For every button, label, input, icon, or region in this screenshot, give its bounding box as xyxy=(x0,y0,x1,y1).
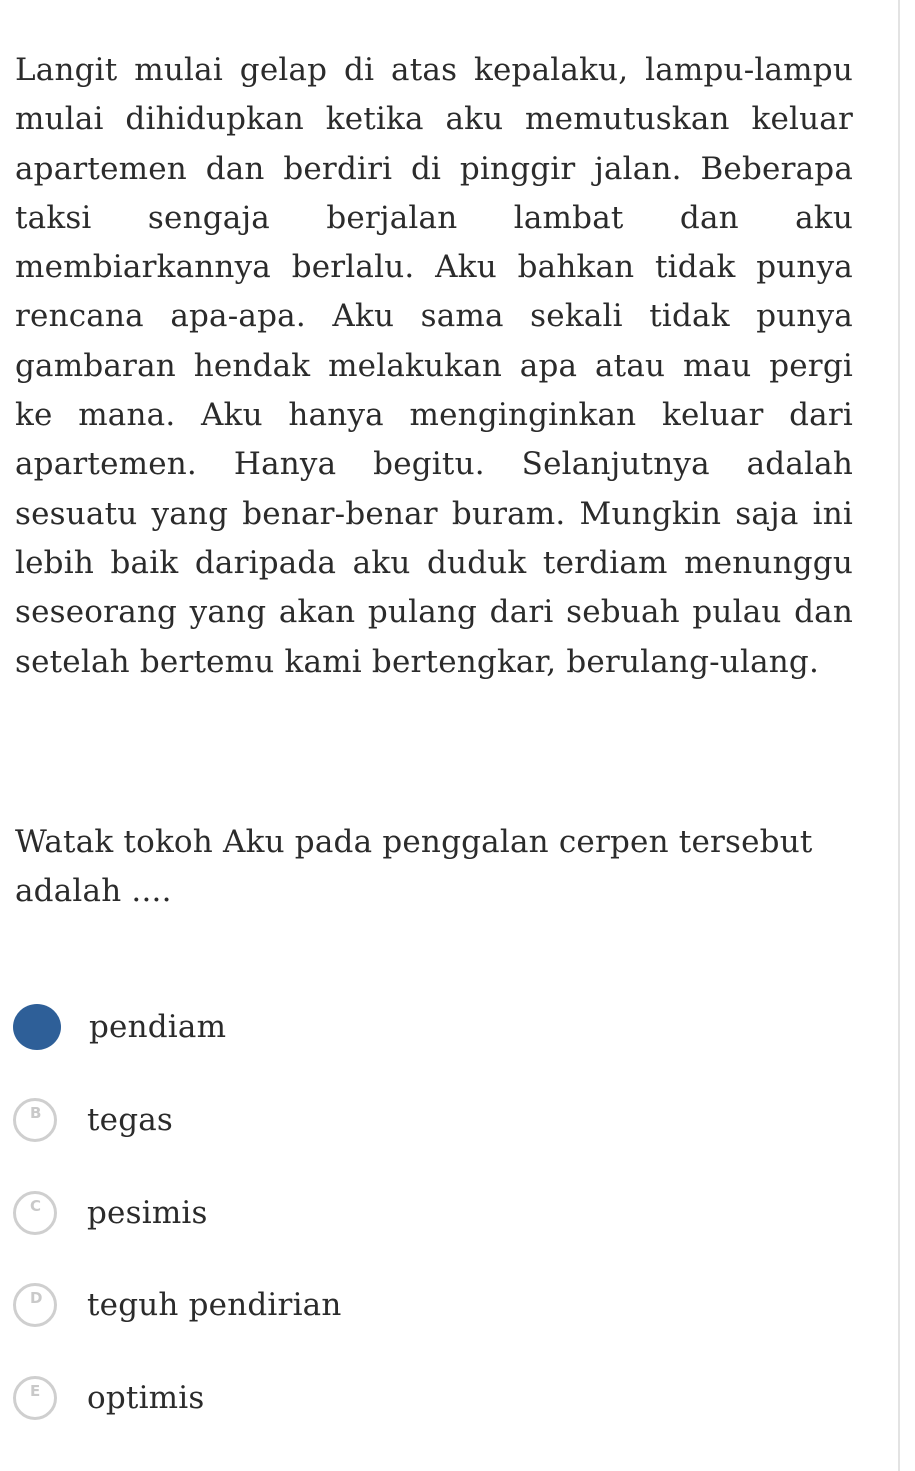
option-b-label: tegas xyxy=(87,1102,174,1138)
option-e-letter: E xyxy=(30,1382,41,1400)
option-e-label: optimis xyxy=(87,1380,205,1416)
option-e[interactable] xyxy=(13,1370,613,1426)
option-a-label: pendiam xyxy=(89,1009,227,1045)
option-c[interactable] xyxy=(13,1185,613,1241)
option-e-radio[interactable] xyxy=(13,1376,57,1420)
option-c-radio[interactable] xyxy=(13,1191,57,1235)
option-b-letter: B xyxy=(30,1104,42,1122)
option-a[interactable] xyxy=(13,999,613,1055)
page-edge-divider xyxy=(898,0,900,1471)
story-passage: Langit mulai gelap di atas kepalaku, lampu-lampu mulai dihidupkan ketika aku memutuskan keluar apartemen dan berdiri di pinggir jalan. Beberapa taksi sengaja berjalan lambat dan aku membiarkannya berlalu. Aku bahkan tidak punya rencana apa-apa. Aku sama sekali tidak punya gambaran hendak melakukan apa atau mau pergi ke mana. Aku hanya menginginkan keluar dari apartemen. Hanya begitu. Selanjutnya adalah sesuatu yang benar-benar buram. Mungkin saja ini lebih baik daripada aku duduk terdiam menunggu seseorang yang akan pulang dari sebuah pulau dan setelah bertemu kami bertengkar, berulang-ulang. xyxy=(15,52,853,680)
option-a-radio-selected[interactable] xyxy=(13,1004,61,1050)
option-c-letter: C xyxy=(30,1197,42,1215)
option-d-radio[interactable] xyxy=(13,1283,57,1327)
option-c-label: pesimis xyxy=(87,1195,208,1231)
question-text: Watak tokoh Aku pada penggalan cerpen tersebut adalah .... xyxy=(15,824,813,910)
option-b-radio[interactable] xyxy=(13,1098,57,1142)
option-b[interactable] xyxy=(13,1092,613,1148)
option-d-letter: D xyxy=(30,1289,43,1307)
option-d[interactable] xyxy=(13,1277,613,1333)
option-d-label: teguh pendirian xyxy=(87,1287,342,1323)
